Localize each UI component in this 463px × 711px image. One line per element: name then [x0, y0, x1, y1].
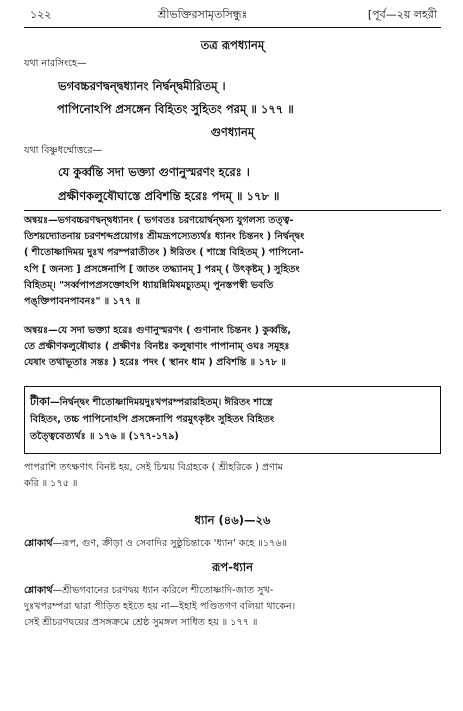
- anvaya-2: [24, 323, 441, 372]
- verse2-line1: যে কুর্ব্বন্তি সদা ভক্ত্যা গুণানুস্মরণং হরেঃ ।: [58, 165, 250, 179]
- tika-label: টীকা: [30, 395, 51, 408]
- rupa-dhyana-bengali-heading: রূপ-ধ্যান: [212, 560, 253, 574]
- anvaya-1: [24, 213, 441, 310]
- verse1-line1: ভগবচ্চরণদ্বন্দ্বধ্যানং নির্দ্বন্দ্বমীরিতম্ ।: [58, 79, 226, 93]
- tika-line: বিহিতং, তচ্চ পাপিনোঽপি প্রসঙ্গেনাপি পরমুৎকৃষ্টং সুহিতং বিহিতং: [30, 414, 275, 425]
- anvaya-1-line: ঽপি [ জনস্য ] প্রসঙ্গেনাপি [ জাতং তদ্ধ্যানম্ ] পরম্ ( উৎকৃষ্টম্ ) সুহিতং: [24, 263, 300, 275]
- anvaya-2-line: তে প্রক্ষীণকলুষৌঘাঃ ( প্রক্ষীণঃ বিনষ্টঃ কলুষাণাং পাপানাম্ ওঘঃ সমূহঃ: [24, 341, 290, 353]
- translation-tail: [24, 460, 441, 492]
- tika: [30, 393, 435, 445]
- guna-dhyana-heading: গুণধ্যানম্: [210, 125, 255, 139]
- tika-line: তত্ত্বৈবেত্যর্থঃ ॥ ১৭৬ ॥ (১৭৭-১৭৯): [30, 431, 179, 442]
- shlokartha-1-label: শ্লোকার্থ: [24, 538, 53, 549]
- anvaya-1-line: তিশয়দ্যোতনায় চরণশব্দপ্রয়োগঃ শ্রীমদ্রূপস্যেত্যর্থঃ ধ্যানং চিন্তনং ) নির্দ্বন্দ্বং: [24, 231, 305, 243]
- anvaya-2-line: যেষাং তথাভূতাঃ সন্তঃ ) হরেঃ পদং ( স্থানং ধাম ) প্রবিশন্তি ॥ ১৭৮ ॥: [24, 357, 286, 369]
- shlokartha-2-line: সেই শ্রীচরণদ্বয়ের প্রসঙ্গক্রমে শ্রেষ্ঠ সুমঙ্গল সাধিত হয় ॥ ১৭৭ ॥: [24, 617, 258, 629]
- shlokartha-2-line: দুঃখপরম্পরা দ্বারা পীড়িত হইতে হয় না—ইহাই পণ্ডিতগণ বলিয়া থাকেন।: [24, 601, 296, 613]
- verse1-line2: পাপিনোঽপি প্রসঙ্গেন বিহিতং সুহিতং পরম্ ॥ ১৭৭ ॥: [57, 102, 294, 116]
- shlokartha-2-line: —শ্রীভগবানের চরণদ্বয় ধ্যান করিলে শীতোষ্ণাদি-জাত সুখ-: [52, 585, 274, 596]
- verse2-line2: প্রক্ষীণকলুষৌঘাস্তে প্রবিশন্তি হরেঃ পদম্ ॥ ১৭৮ ॥: [58, 189, 280, 203]
- shlokartha-1: [24, 536, 441, 552]
- translation-tail-line: পাপরাশি তৎক্ষণাৎ বিনষ্ট হয়, সেই চিন্ময় বিগ্রহকে ( শ্রীহরিকে ) প্রণাম: [24, 462, 283, 473]
- book-title: শ্রীভক্তিরসামৃতসিন্ধুঃ: [158, 8, 248, 21]
- rupa-dhyana-heading: তত্র রূপধ্যানম্: [200, 38, 265, 52]
- section-rule: [24, 210, 441, 211]
- shlokartha-2: [24, 583, 441, 632]
- section-label: [পূর্ব—২য় লহরী: [367, 8, 437, 21]
- anvaya-2-line: —যে সদা ভক্ত্যা হরেঃ গুণানুস্মরণং ( গুণানাং চিন্তনং ) কুর্ব্বন্তি,: [48, 325, 291, 336]
- shlokartha-2-label: শ্লোকার্থ: [24, 585, 53, 596]
- translation-tail-line: করি ॥ ১৭৫ ॥: [24, 478, 78, 490]
- anvaya-1-line: বিহিতম্। "সর্ব্বপাপপ্রসক্তোঽপি ধ্যায়ন্নিমিষমচ্যুতম্। পুনস্তপস্বী ভবতি: [24, 279, 274, 291]
- page-header: [24, 6, 441, 24]
- anvaya-1-label: অন্বয়ঃ: [24, 215, 49, 226]
- page-number: ১২২: [30, 8, 52, 21]
- anvaya-1-line: —ভগবচ্চরণদ্বন্দ্বধ্যানং ( ভগবতঃ চরণয়োর্দ্বন্দ্বস্য যুগলস্য তত্ত্ব-: [48, 215, 294, 226]
- verse1-source: যথা নারসিংহে—: [24, 58, 87, 69]
- tika-line: —নির্দ্বন্দ্বং শীতোষ্ণাদিময়দুঃখপরম্পরারহিতম্। ঈরিতং শাস্ত্রে: [50, 397, 273, 408]
- shlokartha-1-text: —রূপ, গুণ, ক্রীড়া ও সেবাদির সুষ্ঠুচিন্তাকে 'ধ্যান' কহে ॥১৭৬॥: [52, 538, 288, 549]
- anvaya-1-line: ( শীতোষ্ণাদিময় দুঃখ পরম্পরাতীতং ) ঈরিতং ( শাস্ত্রে বিহিতম্ ) পাপিনো-: [24, 247, 304, 259]
- dhyana-heading: ধ্যান (৪৬)—২৬: [194, 513, 271, 527]
- anvaya-2-label: অন্বয়ঃ: [24, 325, 49, 336]
- header-rule: [24, 27, 441, 28]
- verse2-source: যথা বিষ্ণুধর্ম্মোত্তরে—: [24, 145, 102, 156]
- anvaya-1-line: পঙ্‌ক্তিপাবনপাবনঃ" ॥ ১৭৭ ॥: [24, 296, 141, 308]
